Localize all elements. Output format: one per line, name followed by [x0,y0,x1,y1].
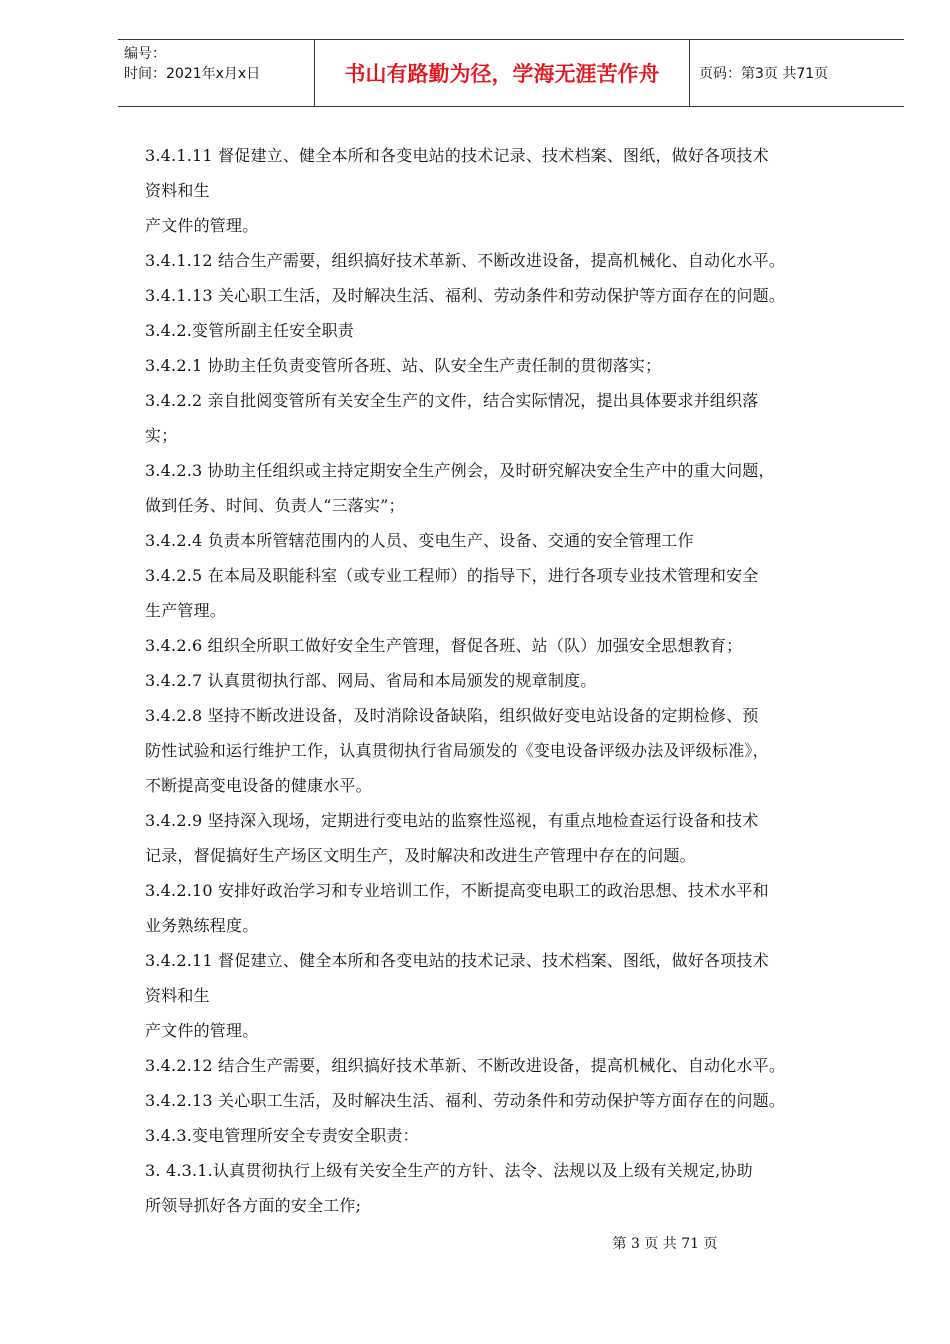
text-line: 3.4.3.变电管理所安全专责安全职责： [145,1126,419,1145]
text-line: 3.4.2.8 坚持不断改进设备，及时消除设备缺陷，组织做好变电站设备的定期检修、预 [145,706,759,725]
text-line: 3.4.2.5 在本局及职能科室（或专业工程师）的指导下，进行各项专业技术管理和安全 [145,566,759,585]
text-line: 3.4.1.11 督促建立、健全本所和各变电站的技术记录、技术档案、图纸，做好各项技术 [145,146,769,165]
text-line: 做到任务、时间、负责人“三落实”； [145,496,405,515]
text-line: 3.4.2.2 亲自批阅变管所有关安全生产的文件，结合实际情况，提出具体要求并组织落 [145,391,759,410]
text-line: 实； [145,426,178,445]
header-meta [118,40,315,106]
header-motto: 书山有路勤为径，学海无涯苦作舟 [315,40,690,106]
text-line: 资料和生 [145,181,210,200]
document-body [145,138,895,1223]
text-line: 3.4.2.11 督促建立、健全本所和各变电站的技术记录、技术档案、图纸，做好各项技术 [145,951,769,970]
document-number: 编号： [124,46,166,62]
header-page-number: 页码：第3页 共71页 [699,66,829,82]
text-line: 3.4.2.6 组织全所职工做好安全生产管理，督促各班、站（队）加强安全思想教育； [145,636,743,655]
text-line: 3.4.2.7 认真贯彻执行部、网局、省局和本局颁发的规章制度。 [145,671,597,690]
text-line: 3. 4.3.1.认真贯彻执行上级有关安全生产的方针、法令、法规以及上级有关规定,协助 [145,1161,753,1180]
text-line: 不断提高变电设备的健康水平。 [145,776,372,795]
text-line: 产文件的管理。 [145,1021,259,1040]
text-line: 产文件的管理。 [145,216,259,235]
text-line: 3.4.2.9 坚持深入现场，定期进行变电站的监察性巡视，有重点地检查运行设备和技术 [145,811,759,830]
page-header [118,39,904,107]
text-line: 3.4.2.1 协助主任负责变管所各班、站、队安全生产责任制的贯彻落实； [145,356,662,375]
text-line: 3.4.2.10 安排好政治学习和专业培训工作，不断提高变电职工的政治思想、技术水平和 [145,881,769,900]
text-line: 3.4.2.变管所副主任安全职责 [145,321,354,340]
text-line: 生产管理。 [145,601,227,620]
text-line: 3.4.2.3 协助主任组织或主持定期安全生产例会，及时研究解决安全生产中的重大问题， [145,461,775,480]
page-footer: 第 3 页 共 71 页 [612,1236,718,1252]
text-line: 3.4.2.12 结合生产需要，组织搞好技术革新、不断改进设备，提高机械化、自动化水平。 [145,1056,786,1075]
text-line: 3.4.2.4 负责本所管辖范围内的人员、变电生产、设备、交通的安全管理工作 [145,531,694,550]
text-line: 防性试验和运行维护工作，认真贯彻执行省局颁发的《变电设备评级办法及评级标准》， [145,741,769,760]
text-line: 3.4.2.13 关心职工生活，及时解决生活、福利、劳动条件和劳动保护等方面存在的问题。 [145,1091,786,1110]
text-line: 记录，督促搞好生产场区文明生产，及时解决和改进生产管理中存在的问题。 [145,846,696,865]
document-time: 时间：2021年x月x日 [124,66,261,82]
text-line: 3.4.1.13 关心职工生活，及时解决生活、福利、劳动条件和劳动保护等方面存在的问题。 [145,286,786,305]
text-line: 资料和生 [145,986,210,1005]
text-line: 业务熟练程度。 [145,916,259,935]
text-line: 3.4.1.12 结合生产需要，组织搞好技术革新、不断改进设备，提高机械化、自动化水平。 [145,251,786,270]
text-line: 所领导抓好各方面的安全工作; [145,1196,362,1215]
